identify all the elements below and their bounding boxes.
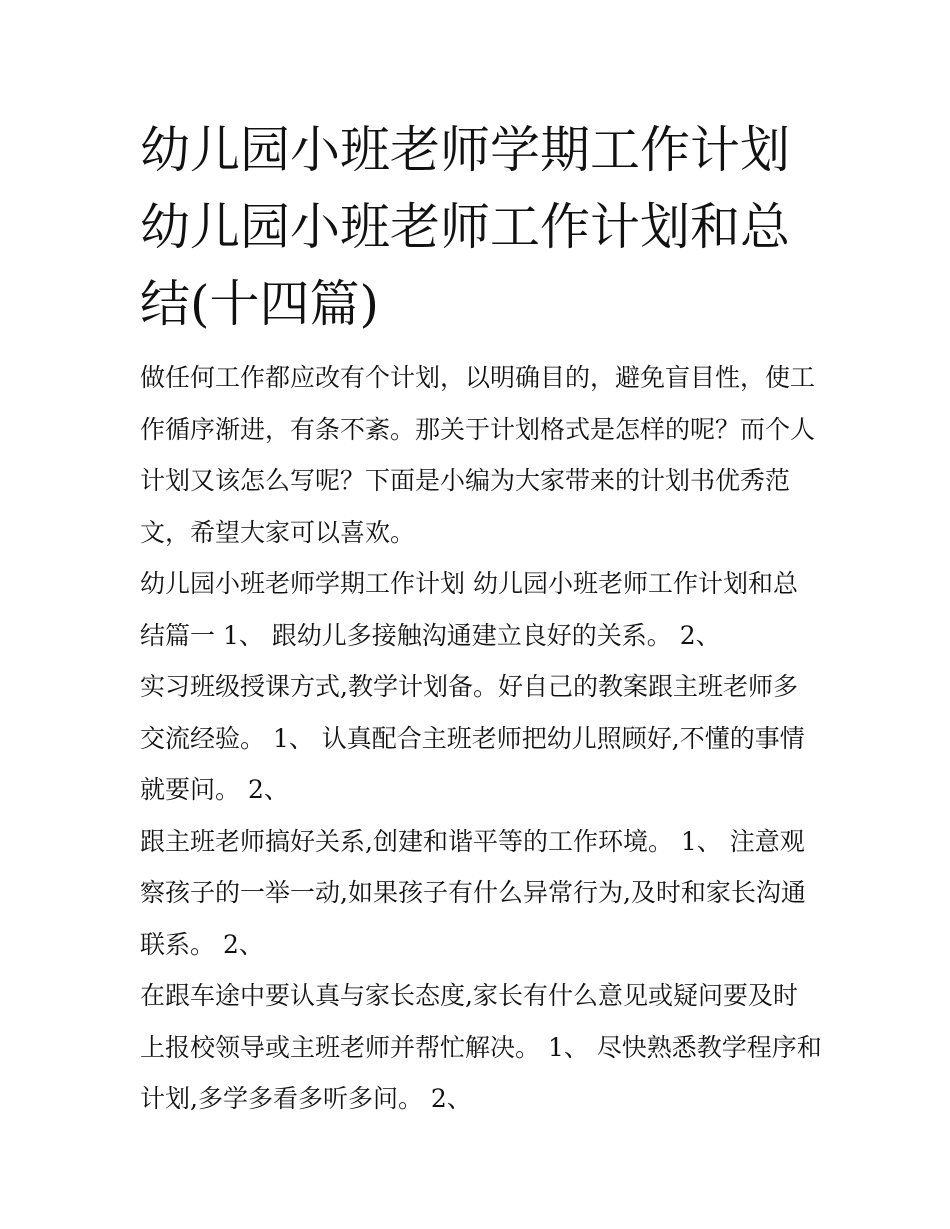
body-line-8: 交流经验。 1、 认真配合主班老师把幼儿照顾好,不懂的事情 [140,723,805,753]
body-line-15: 计划,多学多看多听多问。 2、 [140,1084,472,1113]
body-line-11: 察孩子的一举一动,如果孩子有什么异常行为,及时和家长沟通 [140,878,806,907]
body-line-2: 作循序渐进，有条不紊。那关于计划格式是怎样的呢？而个人 [140,414,816,444]
body-line-5: 幼儿园小班老师学期工作计划 幼儿园小班老师工作计划和总 [140,569,798,598]
body-line-14: 上报校领导或主班老师并帮忙解决。 1、 尽快熟悉教学程序和 [140,1032,822,1062]
title-line-3: 结(十四篇) [140,275,380,333]
body-line-12: 联系。 2、 [140,929,264,959]
body-line-6: 结篇一 1、 跟幼儿多接触沟通建立良好的关系。 2、 [140,620,721,650]
title-line-1: 幼儿园小班老师学期工作计划 [140,121,790,179]
document-title [140,112,840,343]
body-line-3: 计划又该怎么写呢？下面是小编为大家带来的计划书优秀范 [140,466,791,495]
body-line-9: 就要问。 2、 [140,775,289,804]
body-line-10: 跟主班老师搞好关系,创建和谐平等的工作环境。 1、 注意观 [140,826,805,856]
title-line-2: 幼儿园小班老师工作计划和总 [140,198,790,256]
body-line-7: 实习班级授课方式,教学计划备。好自己的教案跟主班老师多 [140,672,798,701]
body-line-4: 文，希望大家可以喜欢。 [140,517,416,547]
body-line-13: 在跟车途中要认真与家长态度,家长有什么意见或疑问要及时 [140,981,798,1010]
document-body [140,352,840,1125]
body-line-1: 做任何工作都应改有个计划，以明确目的，避免盲目性，使工 [140,363,816,392]
